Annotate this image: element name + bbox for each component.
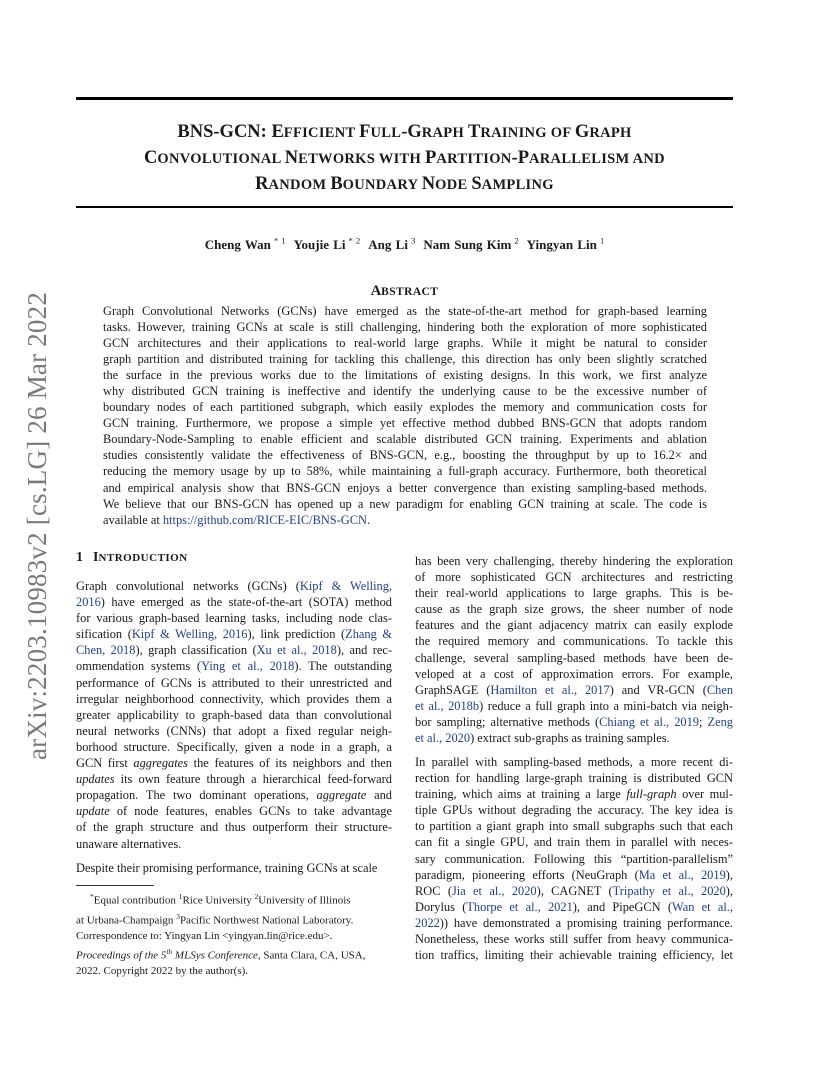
text-run: Correspondence to: Yingyan Lin <yingyan.lin@rice.edu>. <box>76 929 333 942</box>
author-name-text: Yingyan Lin <box>526 237 597 253</box>
title-line <box>76 146 733 172</box>
title-run: R <box>255 174 269 194</box>
title-run: ARALLELISM AND <box>529 151 665 167</box>
citation-link[interactable]: Chiang et al., 2019 <box>599 714 699 729</box>
body-line <box>415 730 733 746</box>
text-run: ), and rec- <box>336 643 392 658</box>
text-run: training, which aims at training a large <box>415 787 627 802</box>
abstract-last-line: available at https://github.com/RICE-EIC/BNS-GCN. <box>103 512 371 527</box>
title-run: ODE <box>435 177 472 193</box>
body-line <box>76 642 392 658</box>
text-run: to partition a giant graph into small subgraphs such that each <box>415 819 733 834</box>
citation-link[interactable]: Chen <box>706 682 734 697</box>
body-line <box>415 931 733 947</box>
text-run: over mul- <box>676 787 733 802</box>
body-line <box>76 723 392 739</box>
text-run: Equal contribution <box>93 894 179 907</box>
body-line <box>76 610 392 626</box>
title-run: ULL <box>370 125 402 141</box>
proceedings-note <box>76 944 394 979</box>
author-name <box>205 237 286 252</box>
body-line <box>76 803 392 819</box>
title-bottom-rule <box>76 206 733 208</box>
citation-link[interactable]: Ma et al., 2019 <box>638 867 726 882</box>
body-line <box>415 754 733 770</box>
text-run: * <box>90 892 94 901</box>
author-name-text: Ang Li <box>368 237 408 253</box>
title-run: AMPLING <box>481 177 554 193</box>
text-run: )) have demonstrated a promising training performance. <box>439 915 733 930</box>
text-run: ) have emerged as the state-of-the-art (SOTA) method <box>100 595 392 610</box>
author-name <box>423 237 518 252</box>
title-run: -G <box>401 122 422 142</box>
text-run: ), graph classification ( <box>135 643 257 658</box>
author-name-text: Nam Sung Kim <box>423 237 512 253</box>
title-run: ARTITION <box>436 151 512 167</box>
author-affiliation-marker: 3 <box>407 236 416 246</box>
text-run: propagation. The two dominant operations, <box>76 788 317 803</box>
abstract-line: Boundary-Node-Sampling to enable efficient and scalable distributed GCN training. Experiments and ablation <box>103 432 707 447</box>
citation-link[interactable]: Wan et al., <box>672 899 734 914</box>
body-line <box>415 947 733 963</box>
text-run: Proceedings of the 5 <box>76 949 167 962</box>
body-line <box>415 617 733 633</box>
body-line <box>76 675 392 691</box>
abstract-line: the surface in the previous works due to the limitations of existing designs. In this work, we first analyze <box>103 368 707 383</box>
text-run: Graph convolutional networks (GCNs) ( <box>76 579 300 593</box>
author-affiliation-marker: 2 <box>511 236 519 246</box>
text-run: ) and VR-GCN ( <box>609 682 707 697</box>
body-line <box>76 658 392 674</box>
paper-title <box>76 120 733 198</box>
text-run: aggregates <box>133 756 189 771</box>
citation-link[interactable]: Tripathy et al., 2020 <box>612 883 726 898</box>
body-line <box>415 666 733 682</box>
author-list <box>76 236 733 253</box>
title-run: FFICIENT <box>283 125 360 141</box>
text-run: ), CAGNET ( <box>536 883 613 898</box>
text-run: ; <box>699 714 708 729</box>
right-column-paragraph-1 <box>415 553 733 746</box>
text-run: ommendation systems ( <box>76 659 202 674</box>
text-run: 1 <box>178 892 183 901</box>
body-line <box>415 770 733 786</box>
title-run: N <box>421 174 436 194</box>
body-line <box>76 578 392 594</box>
affiliation-footnote <box>76 889 394 944</box>
citation-link[interactable]: Kipf & Welling, <box>299 579 393 593</box>
citation-link[interactable]: Chen, 2018 <box>76 643 136 658</box>
abstract-line: reducing the memory usage by up to 58%, while maintaining a full-graph accuracy. Furthermore, both theoretical <box>103 464 707 479</box>
abstract-line: why distributed GCN training is ineffective and identify the underlying cause to be the excessive number of <box>103 384 707 399</box>
author-affiliation-marker: 1 <box>596 236 605 246</box>
body-line <box>415 802 733 818</box>
citation-link[interactable]: Xu et al., 2018 <box>256 643 337 658</box>
author-affiliation-marker: * 2 <box>345 236 361 246</box>
text-run: th <box>166 947 173 956</box>
text-run: of the graph structure and thus outperform their structure- <box>76 820 392 835</box>
title-run: RAPH <box>589 125 632 141</box>
body-line <box>415 915 733 931</box>
title-run: T <box>467 122 481 142</box>
text-run: full-graph <box>626 787 677 802</box>
abstract-line: graph partition and distributed training for tackling this challenge, this direction has only been slightly scratched <box>103 352 707 367</box>
text-run: unaware alternatives. <box>76 836 182 851</box>
citation-link[interactable]: Zeng <box>707 714 733 729</box>
title-run: C <box>144 148 158 168</box>
text-run: 2 <box>254 892 259 901</box>
body-line <box>76 771 392 787</box>
text-run: irregular neighborhood connectivity, which provides them a <box>76 691 392 706</box>
body-line <box>415 786 733 802</box>
footnote-line <box>76 889 394 909</box>
title-run: BNS-GCN: E <box>177 122 284 142</box>
text-run: University of Illinois <box>258 894 351 907</box>
title-run: RAPH <box>421 125 468 141</box>
citation-link[interactable]: et al., 2020 <box>415 731 471 746</box>
body-line <box>415 834 733 850</box>
author-name <box>368 237 415 252</box>
body-line <box>415 867 733 883</box>
text-run: features and the giant adjacency matrix can easily explode <box>415 618 733 633</box>
text-run: for various graph-based learning tasks, including node clas- <box>76 611 392 626</box>
title-top-rule <box>76 97 733 100</box>
text-run: and <box>366 788 392 803</box>
citation-link[interactable]: et al., 2018b <box>415 698 480 713</box>
text-run: paradigm, pioneering efforts (NeuGraph ( <box>415 867 639 882</box>
citation-link[interactable]: Kipf & Welling, 2016 <box>131 627 248 642</box>
title-line <box>76 120 733 146</box>
text-run: can fit a single GPU, and train them in parallel with neces- <box>415 835 733 850</box>
text-run: MLSys Conference <box>172 949 258 962</box>
right-column-paragraph-2 <box>415 754 733 963</box>
text-run: Nonetheless, these works still suffer from heavy communica- <box>415 932 733 947</box>
footnote-line <box>76 929 394 944</box>
body-line <box>415 682 733 698</box>
citation-link[interactable]: Hamilton et al., 2017 <box>490 682 610 697</box>
citation-link[interactable]: Zhang & <box>345 627 393 642</box>
code-repository-link[interactable]: https://github.com/RICE-EIC/BNS-GCN <box>162 512 367 527</box>
text-run: aggregate <box>316 788 367 803</box>
abstract-body <box>103 303 707 528</box>
author-name-text: Cheng Wan <box>204 237 271 253</box>
abstract-line: boundary nodes of each partitioned subgraph, which easily explodes the memory and communication costs for <box>103 400 707 415</box>
author-name <box>527 237 605 252</box>
body-line <box>415 851 733 867</box>
body-line <box>415 650 733 666</box>
abstract-line: Graph Convolutional Networks (GCNs) have emerged as the state-of-the-art method for graph-based learning <box>103 304 707 318</box>
abstract-heading: ABSTRACT <box>370 283 439 299</box>
proceedings-line <box>76 964 394 979</box>
text-run: rection for handling large-graph training is distributed GCN <box>415 771 733 786</box>
title-run: B <box>330 174 343 194</box>
text-run: ) extract sub-graphs as training samples. <box>470 731 670 746</box>
title-run: ETWORKS WITH <box>298 151 426 167</box>
title-run: ANDOM <box>268 177 331 193</box>
text-run: 2022. Copyright 2022 by the author(s). <box>76 964 249 977</box>
text-run: Dorylus ( <box>415 899 467 914</box>
abstract-line: We believe that our BNS-GCN has opened up a new paradigm for enabling GCN training at scale. The code is <box>103 496 707 511</box>
text-run: its own feature through a hierarchical feed-forward <box>114 772 392 787</box>
footnote-line <box>76 909 394 929</box>
title-run: G <box>574 122 590 142</box>
title-run: OUNDARY <box>342 177 422 193</box>
body-line <box>415 818 733 834</box>
text-run: sification ( <box>76 627 132 642</box>
text-run: their real-world applications to large graphs. This is be- <box>415 586 733 601</box>
author-name <box>294 237 361 252</box>
text-run: cause as the graph size grows, the sheer number of node <box>415 602 733 617</box>
title-run: S <box>471 174 482 194</box>
text-run: 3 <box>176 911 180 921</box>
text-run: bor sampling; alternative methods ( <box>415 714 600 729</box>
text-run: ), <box>725 883 734 898</box>
text-run: Rice University <box>182 894 255 907</box>
body-line <box>76 836 392 852</box>
section-heading-introduction: 1 INTRODUCTION <box>76 550 188 565</box>
abstract-line: studies consistently validate the effectiveness of BNS-GCN, e.g., boosting the throughput by up to 16.2× and <box>103 448 707 463</box>
text-run: has been very challenging, thereby hindering the exploration <box>415 554 733 568</box>
text-run: tion traffics, limiting their achievable training efficiency, let <box>415 948 733 963</box>
title-run: RAINING OF <box>480 125 575 141</box>
body-line <box>415 553 733 569</box>
text-run: ), link prediction ( <box>247 627 346 642</box>
body-line <box>415 899 733 915</box>
text-run: update <box>76 804 110 819</box>
author-affiliation-marker: * 1 <box>270 236 286 246</box>
body-line <box>415 585 733 601</box>
text-run: tiple GPUs without degrading the accuracy. The key idea is <box>415 803 733 818</box>
abstract-line: GCN training. Furthermore, we propose a simple yet effective method dubbed BNS-GCN that adopts random <box>103 416 707 431</box>
text-run: ), and PipeGCN ( <box>572 899 672 914</box>
title-run: F <box>359 122 371 142</box>
body-line <box>76 691 392 707</box>
body-line <box>76 594 392 610</box>
citation-link[interactable]: 2016 <box>76 595 101 610</box>
body-line <box>76 626 392 642</box>
title-run: N <box>284 148 299 168</box>
text-run: sary communication. Following this “partition-parallelism” <box>415 851 733 866</box>
body-line <box>415 883 733 899</box>
citation-link[interactable]: Jia et al., 2020 <box>451 883 537 898</box>
citation-link[interactable]: Thorpe et al., 2021 <box>466 899 573 914</box>
title-run: P <box>425 148 437 168</box>
body-line <box>415 601 733 617</box>
text-run: ), <box>725 867 734 882</box>
body-line <box>76 819 392 835</box>
text-run: the required memory and communications. To tackle this <box>415 634 733 649</box>
abstract-line: tasks. However, training GCNs at scale is still challenging, hindering both the exploration of more sophisticated <box>103 320 707 335</box>
arxiv-identifier-stamp: arXiv:2203.10983v2 [cs.LG] 26 Mar 2022 <box>22 291 52 760</box>
author-name-text: Youjie Li <box>293 237 346 253</box>
left-column-paragraph-1 <box>76 578 392 852</box>
body-line <box>415 633 733 649</box>
left-column-paragraph-2: Despite their promising performance, training GCNs at scale <box>76 861 378 875</box>
body-line <box>76 739 392 755</box>
text-run: veloped at a cost of approximation errors. For example, <box>415 666 733 681</box>
body-line <box>415 714 733 730</box>
text-run: neural networks (CNNs) that adopt a fixed regular neigh- <box>76 723 392 738</box>
text-run: borhood structure. Specifically, given a node in a graph, a <box>76 739 392 754</box>
body-line <box>415 698 733 714</box>
text-run: Pacific Northwest National Laboratory. <box>179 914 354 927</box>
text-run: ROC ( <box>415 883 452 898</box>
text-run: ). The outstanding <box>294 659 392 674</box>
text-run: , Santa Clara, CA, USA, <box>257 949 366 962</box>
text-run: of node features, enables GCNs to take advantage <box>109 804 392 819</box>
proceedings-line <box>76 944 394 964</box>
text-run: at Urbana-Champaign <box>76 914 177 927</box>
body-line <box>76 787 392 803</box>
text-run: updates <box>76 772 115 787</box>
title-run: -P <box>511 148 530 168</box>
body-line <box>76 755 392 771</box>
title-line <box>76 172 733 198</box>
text-run: the features of its neighbors and then <box>188 756 392 771</box>
text-run: GraphSAGE ( <box>415 682 491 697</box>
title-run: ONVOLUTIONAL <box>157 151 285 167</box>
abstract-line: and empirical analysis show that BNS-GCN enjoys a better convergence than existing sampling-based methods. <box>103 480 707 495</box>
body-line <box>76 707 392 723</box>
citation-link[interactable]: 2022 <box>415 915 440 930</box>
text-run: challenge, several sampling-based methods have been de- <box>415 650 733 665</box>
text-run: In parallel with sampling-based methods, a more recent di- <box>415 755 733 769</box>
abstract-line: GCN architectures and their applications to real-world large graphs. While it might be natural to consider <box>103 336 707 351</box>
text-run: ) reduce a full graph into a mini-batch via neigh- <box>479 698 733 713</box>
text-run: of more sophisticated GCN architectures and restricting <box>415 570 733 585</box>
text-run: performance of GCNs is attributed to their unrestricted and <box>76 675 392 690</box>
body-line <box>415 569 733 585</box>
text-run: greater applicability to graph-based data than convolutional <box>76 707 392 722</box>
citation-link[interactable]: Ying et al., 2018 <box>201 659 295 674</box>
text-run: GCN first <box>76 756 134 771</box>
footnote-rule <box>76 885 154 886</box>
